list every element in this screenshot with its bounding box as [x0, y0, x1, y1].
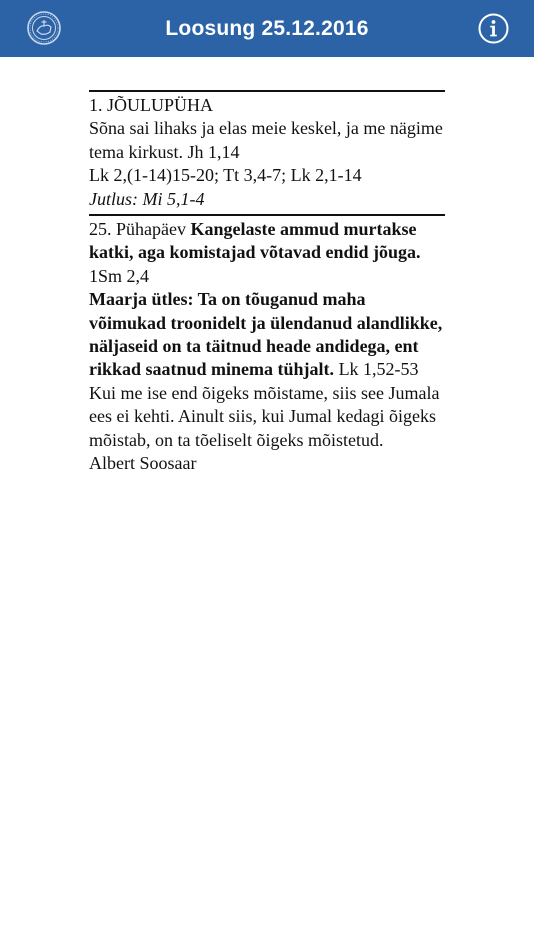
day-label: 25. Pühapäev	[89, 219, 186, 240]
old-testament-watchword	[89, 218, 445, 288]
day-heading: 1. JÕULUPÜHA	[89, 95, 214, 115]
new-testament-text	[89, 288, 445, 382]
page-title: Loosung 25.12.2016	[165, 17, 369, 40]
nt-verse-text: Maarja ütles: Ta on tõuganud maha võimukad troonidelt ja ülendanud alandlikke, näljaseid on ta täitnud heade andidega, ent rikkad saatnud minema tühjalt.	[89, 289, 443, 380]
readings: Lk 2,(1-14)15-20; Tt 3,4-7; Lk 2,1-14	[89, 165, 362, 186]
weekly-verse-text: Sõna sai lihaks ja elas meie keskel, ja me nägime tema kirkust.	[89, 118, 443, 162]
sermon-text: Jutlus: Mi 5,1-4	[89, 188, 205, 209]
daily-text-content	[89, 90, 445, 479]
weekly-verse	[89, 117, 445, 164]
info-icon[interactable]	[478, 13, 509, 44]
navigation-bar	[0, 0, 534, 57]
reflection-author: Albert Soosaar	[89, 453, 197, 474]
ot-verse-text: Kangelaste ammud murtakse katki, aga komistajad võtavad endid jõuga.	[89, 219, 421, 263]
day-section	[89, 92, 445, 214]
ot-verse-reference: 1Sm 2,4	[89, 265, 150, 286]
reflection-text: Kui me ise end õigeks mõistame, siis see Jumala ees ei kehti. Ainult siis, kui Jumal kedagi õigeks mõistab, on ta tõeliselt õigeks mõistetud.	[89, 382, 440, 450]
nt-verse-reference: Lk 1,52-53	[338, 359, 419, 380]
daily-watchword-section	[89, 216, 445, 478]
weekly-verse-reference: Jh 1,14	[187, 141, 240, 162]
